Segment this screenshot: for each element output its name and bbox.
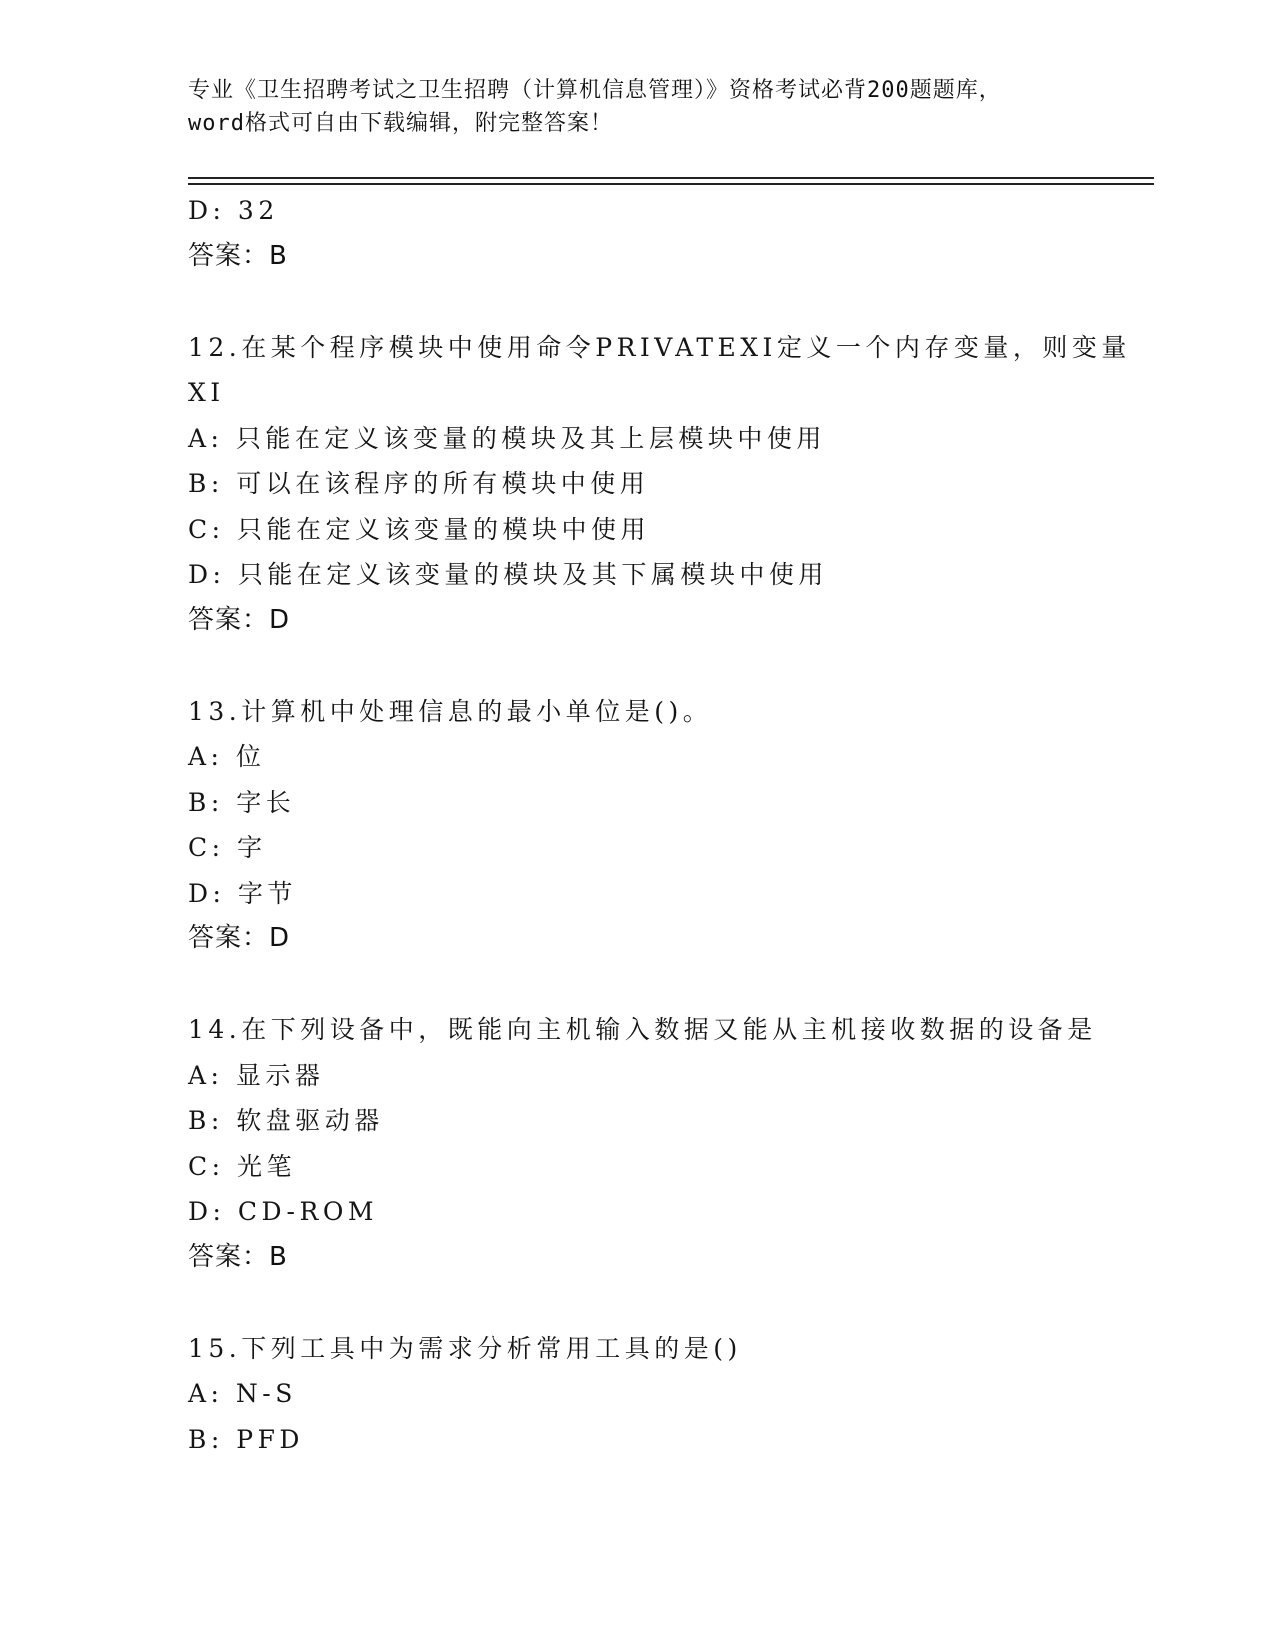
option-d: D: 只能在定义该变量的模块及其下属模块中使用 [188, 560, 828, 589]
spacer [188, 962, 1154, 1008]
option-a: A: 位 [188, 742, 266, 771]
question-stem: 13.计算机中处理信息的最小单位是()。 [188, 696, 713, 726]
option-c: C: 光笔 [188, 1151, 296, 1181]
spacer [188, 279, 1154, 325]
option-d: D: 字节 [188, 878, 297, 908]
option-d-previous: D: 32 [188, 196, 279, 225]
question-12 [188, 325, 1154, 644]
question-stem: 14.在下列设备中，既能向主机输入数据又能从主机接收数据的设备是 [188, 1015, 1097, 1044]
header-divider-bottom [188, 183, 1154, 185]
spacer [188, 1280, 1154, 1326]
header-divider-top [188, 177, 1154, 179]
option-a: A: 显示器 [188, 1060, 325, 1090]
answer: 答案：B [188, 1241, 288, 1272]
option-b: B: 软盘驱动器 [188, 1106, 384, 1135]
option-c: C: 字 [188, 833, 267, 862]
question-stem: 12.在某个程序模块中使用命令PRIVATEXI定义一个内存变量，则变量 [188, 332, 1131, 362]
option-b: B: PFD [188, 1424, 304, 1454]
option-c: C: 只能在定义该变量的模块中使用 [188, 514, 650, 544]
option-d: D: CD-ROM [188, 1197, 378, 1226]
option-b: B: 可以在该程序的所有模块中使用 [188, 469, 650, 498]
question-13 [188, 689, 1154, 962]
spacer [188, 643, 1154, 689]
header-title-line-2: word格式可自由下载编辑，附完整答案！ [188, 111, 613, 136]
question-stem: 15.下列工具中为需求分析常用工具的是() [188, 1333, 742, 1363]
question-15 [188, 1326, 1154, 1463]
option-a: A: 只能在定义该变量的模块及其上层模块中使用 [188, 423, 826, 453]
option-b: B: 字长 [188, 787, 296, 817]
answer: 答案：D [188, 604, 291, 635]
answer-previous: 答案：B [188, 240, 288, 271]
answer: 答案：D [188, 923, 291, 953]
option-a: A: N-S [188, 1379, 297, 1408]
question-stem-continuation: XI [188, 378, 225, 407]
question-14 [188, 1007, 1154, 1280]
document-header [188, 74, 1088, 140]
question-list [188, 188, 1154, 1462]
header-title-line-1: 专业《卫生招聘考试之卫生招聘（计算机信息管理）》资格考试必背200题题库， [188, 78, 1002, 103]
